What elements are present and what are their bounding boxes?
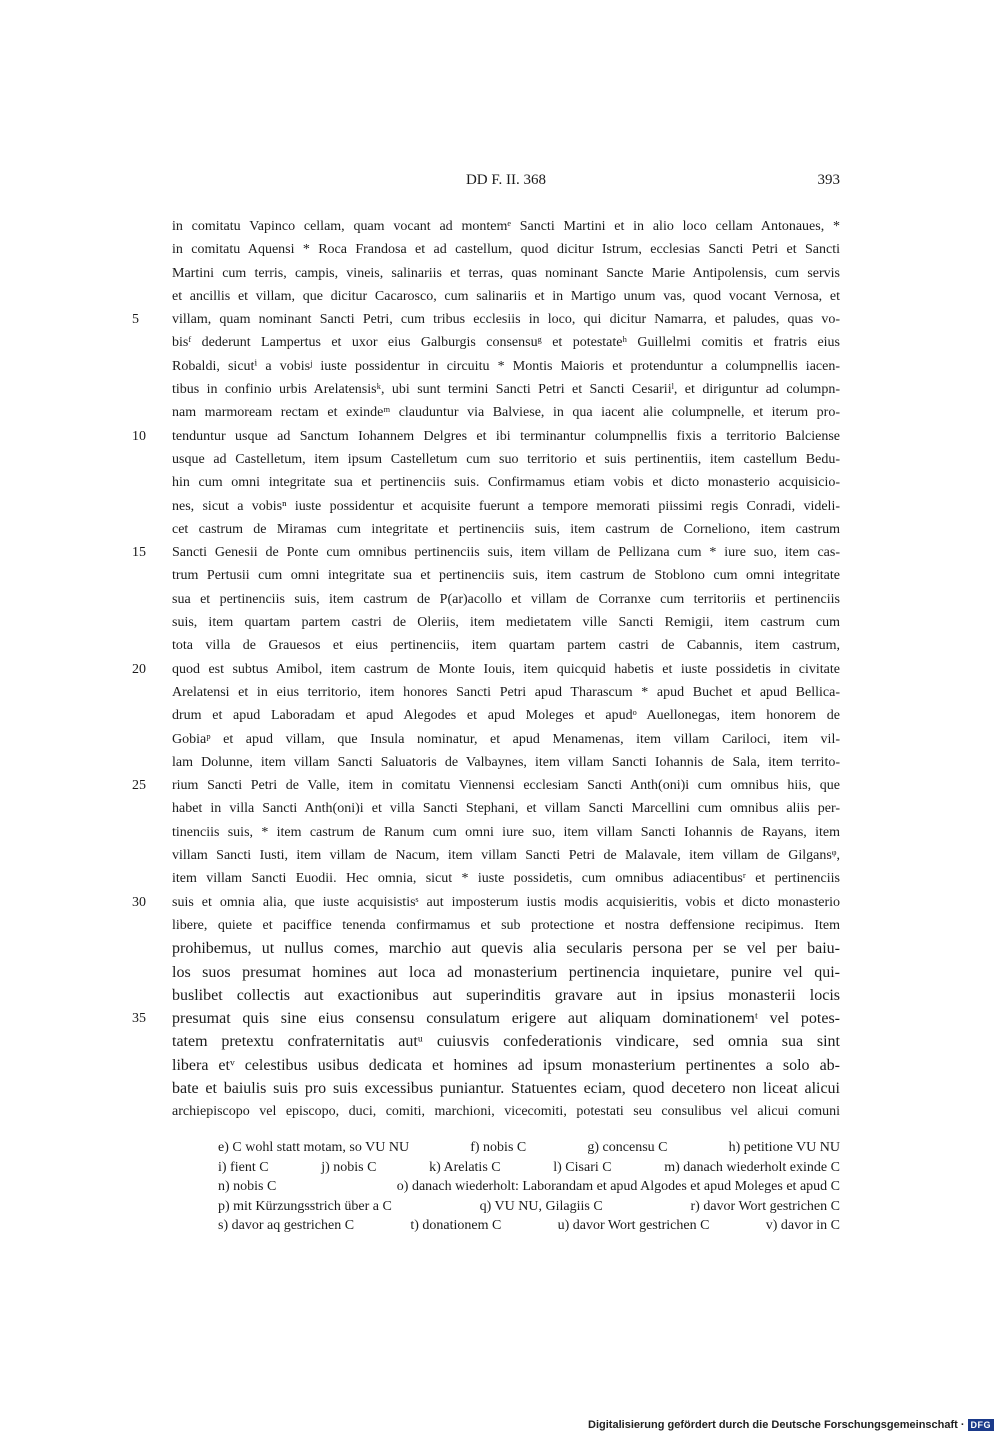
footnote: j) nobis C: [321, 1159, 377, 1175]
footer-credit-text: Digitalisierung gefördert durch die Deutsche Forschungsgemeinschaft: [588, 1419, 958, 1431]
footnote: k) Arelatis C: [429, 1159, 501, 1175]
text-line: [0, 914, 1000, 937]
footnote: u) davor Wort gestrichen C: [557, 1218, 710, 1233]
text-line: [0, 961, 1000, 984]
footnote: r) davor Wort gestrichen C: [690, 1198, 840, 1214]
footnote: o) danach wiederholt: Laborandam et apud Algodes et apud Moleges et apud C: [396, 1179, 840, 1194]
text-line: [0, 215, 1000, 238]
line-text: drum et apud Laboradam et apud Alegodes et apud Moleges et apudᵒ Auellonegas, item honorem de: [172, 708, 840, 724]
line-text: nam marmoream rectam et exindeᵐ clauduntur via Balviese, in qua iacent alie columpnelle, et iterum pro-: [172, 405, 840, 421]
line-number: 5: [132, 312, 139, 328]
text-line: [0, 681, 1000, 704]
line-text: nes, sicut a vobisⁿ iuste possidentur et acquisite fuerunt a tempore memorati piissimi regis Conradi, videli-: [172, 498, 840, 514]
line-text: sua et pertinenciis suis, item castrum de P(ar)acollo et villam de Corranxe cum territoriis et pertinenciis: [172, 591, 840, 607]
line-text: bisᶠ dederunt Lampertus et uxor eius Galburgis consensuᵍ et potestateʰ Guillelmi comitis et fratris eius: [172, 335, 840, 351]
text-line: [0, 401, 1000, 424]
footnote-row: [218, 1138, 840, 1158]
text-line: [0, 867, 1000, 890]
text-line: [0, 1007, 1000, 1030]
line-text: item villam Sancti Euodii. Hec omnia, sicut * iuste possidetis, cum omnibus adiacentibusʳ et pertinenciis: [172, 871, 840, 887]
page-number: 393: [817, 172, 840, 188]
line-number: 30: [132, 894, 146, 910]
line-text: trum Pertusii cum omni integritate sua et pertinenciis suis, item castrum de Stoblono cum omni integritate: [172, 568, 840, 584]
line-number: 15: [132, 545, 146, 561]
footnote: n) nobis C: [218, 1179, 277, 1194]
footnote: i) fient C: [218, 1159, 269, 1175]
text-line: [0, 1077, 1000, 1100]
line-text: Sancti Genesii de Ponte cum omnibus pertinenciis suis, item villam de Pellizana cum * iure suo, item cas-: [172, 545, 840, 561]
line-text: tota villa de Grauesos et eius pertinenciis, item quartam partem castri de Cabannis, item castrum,: [172, 638, 840, 654]
line-text: habet in villa Sancti Anth(oni)i et villa Sancti Stephani, et villam Sancti Marcellini cum omnibus aliis per-: [172, 801, 840, 817]
text-line: [0, 797, 1000, 820]
line-text: suis, item quartam partem castri de Oleriis, item medietatem ville Sancti Remigii, item castrum cum: [172, 615, 840, 631]
line-text: Arelatensi et in eius territorio, item honores Sancti Petri apud Tharascum * apud Buchet et apud Bellica-: [172, 684, 840, 700]
text-line: [0, 495, 1000, 518]
text-line: [0, 378, 1000, 401]
line-number: 10: [132, 428, 146, 444]
text-line: [0, 1100, 1000, 1123]
text-line: [0, 425, 1000, 448]
line-text: tibus in confinio urbis Arelatensisᵏ, ubi sunt termini Sancti Petri et Sancti Cesariiˡ, et diriguntur ad columpn-: [172, 382, 840, 398]
line-text: in comitatu Vapinco cellam, quam vocant ad montemᵉ Sancti Martini et in alio loco cellam Antonaues, *: [172, 219, 840, 234]
footnote: q) VU NU, Gilagiis C: [479, 1198, 603, 1214]
line-number: 35: [132, 1011, 146, 1027]
text-line: [0, 285, 1000, 308]
line-text: Gobiaᵖ et apud villam, que Insula nominatur, et apud Menamenas, item villam Cariloci, item vil-: [172, 731, 840, 747]
footnote: m) danach wiederholt exinde C: [664, 1159, 840, 1175]
footnote: l) Cisari C: [553, 1159, 612, 1175]
text-line: [0, 821, 1000, 844]
footnote-row: [218, 1216, 840, 1236]
text-line: [0, 238, 1000, 261]
line-text: bate et baiulis suis pro suis excessibus puniantur. Statuentes eciam, quod decetero non liceat alicui: [172, 1079, 840, 1097]
text-line: [0, 1054, 1000, 1077]
text-line: [0, 984, 1000, 1007]
text-line: [0, 1030, 1000, 1053]
text-line: [0, 564, 1000, 587]
line-text: tinenciis suis, * item castrum de Ranum cum omni iure suo, item villam Sancti Iohannis de Rayans, item: [172, 824, 840, 840]
text-line: [0, 937, 1000, 960]
text-line: [0, 331, 1000, 354]
footnotes: [218, 1138, 840, 1236]
text-line: [0, 728, 1000, 751]
footnote-row: [218, 1177, 840, 1197]
line-number: 25: [132, 778, 146, 794]
text-line: [0, 891, 1000, 914]
footnote: s) davor aq gestrichen C: [218, 1218, 355, 1233]
main-text: [0, 215, 1000, 1124]
line-text: in comitatu Aquensi * Roca Frandosa et ad castellum, quod dicitur Istrum, ecclesias Sancti Petri et Sancti: [172, 242, 840, 258]
text-line: [0, 262, 1000, 285]
text-line: [0, 588, 1000, 611]
line-text: rium Sancti Petri de Valle, item in comitatu Viennensi ecclesiam Sancti Anth(oni)i cum omnibus hiis, que: [172, 778, 840, 794]
line-text: suis et omnia alia, que iuste acquisistisˢ aut imposterum iustis modis acquisieritis, vobis et dicto monasterio: [172, 894, 840, 910]
document-title: DD F. II. 368: [465, 172, 547, 188]
footnote: g) concensu C: [587, 1140, 668, 1155]
line-text: Martini cum terris, campis, vineis, salinariis et terras, quas nominant Sancte Marie Antipolensis, cum servis: [172, 265, 840, 281]
line-text: quod est subtus Amibol, item castrum de Monte Iouis, item quicquid habetis et iuste possidetis in civitate: [172, 661, 840, 677]
line-number: 20: [132, 661, 146, 677]
text-line: [0, 634, 1000, 657]
line-text: presumat quis sine eius consensu consulatum erigere aut aliquam dominationemᵗ vel potes-: [172, 1010, 840, 1028]
line-text: et ancillis et villam, que dicitur Cacarosco, cum salinariis et in Martigo unum vas, quod vocant Vernosa, et: [172, 288, 840, 304]
text-line: [0, 611, 1000, 634]
line-text: los suos presumat homines aut loca ad monasterium pertinencia inquietare, punire vel qui-: [172, 963, 840, 981]
text-line: [0, 774, 1000, 797]
line-text: tenduntur usque ad Sanctum Iohannem Delgres et ibi terminantur columpnellis fixis a territorio Balciense: [172, 428, 840, 444]
footnote: f) nobis C: [470, 1140, 527, 1155]
running-header: [172, 172, 840, 194]
line-text: libera etᵛ celestibus usibus dedicata et homines ad ipsum monasterium pertinentes a solo ab-: [172, 1056, 840, 1074]
footnote-row: [218, 1158, 840, 1178]
text-line: [0, 844, 1000, 867]
line-text: cet castrum de Miramas cum integritate et pertinenciis suis, item castrum de Corneliono, item castrum: [172, 521, 840, 537]
line-text: buslibet collectis aut exactionibus aut superinditis gravare aut in ipsius monasterii locis: [172, 986, 840, 1004]
text-line: [0, 355, 1000, 378]
line-text: tatem pretextu confraternitatis autᵘ cuiusvis confederationis vindicare, sed omnia sua sint: [172, 1033, 840, 1051]
line-text: lam Dolunne, item villam Sancti Saluatoris de Valbaynes, item villam Sancti Iohannis de Sala, item territo-: [172, 754, 840, 770]
line-text: Robaldi, sicutⁱ a vobisʲ iuste possidentur in circuitu * Montis Maioris et protenduntur a columpnellis iacen-: [172, 358, 840, 374]
text-line: [0, 518, 1000, 541]
footnote: p) mit Kürzungsstrich über a C: [218, 1198, 392, 1214]
footnote: e) C wohl statt motam, so VU NU: [218, 1140, 410, 1155]
line-text: prohibemus, ut nullus comes, marchio aut quevis alia secularis persona per se vel per baiu-: [172, 940, 840, 958]
text-line: [0, 471, 1000, 494]
line-text: villam Sancti Iusti, item villam de Nacum, item villam Sancti Petri de Malavale, item villam de Gilgansᵠ,: [172, 848, 840, 864]
line-text: libere, quiete et paciffice tenenda confirmamus et sub protectione et nostra deffensione recipimus. Item: [172, 917, 840, 933]
text-line: [0, 658, 1000, 681]
text-line: [0, 751, 1000, 774]
footnote: t) donationem C: [410, 1218, 502, 1233]
text-line: [0, 448, 1000, 471]
footer-credit: Digitalisierung gefördert durch die Deutsche Forschungsgemeinschaft · DFG: [588, 1419, 994, 1431]
text-line: [0, 541, 1000, 564]
footnote: h) petitione VU NU: [728, 1140, 840, 1155]
line-text: usque ad Castelletum, item ipsum Castelletum cum suo territorio et suis pertinentiis, item castellum Bedu-: [172, 451, 840, 467]
footnote-row: [218, 1197, 840, 1217]
line-text: archiepiscopo vel episcopo, duci, comiti, marchioni, vicecomiti, potestati seu consulibus vel alicui comuni: [172, 1104, 840, 1120]
footnote: v) davor in C: [765, 1218, 840, 1233]
text-line: [0, 308, 1000, 331]
line-text: villam, quam nominant Sancti Petri, cum tribus ecclesiis in loco, qui dicitur Namarra, et paludes, quas vo-: [172, 312, 840, 328]
dfg-logo: DFG: [968, 1419, 995, 1431]
line-text: hin cum omni integritate sua et pertinenciis suis. Confirmamus etiam vobis et dicto monasterio acquisicio-: [172, 475, 840, 491]
text-line: [0, 704, 1000, 727]
